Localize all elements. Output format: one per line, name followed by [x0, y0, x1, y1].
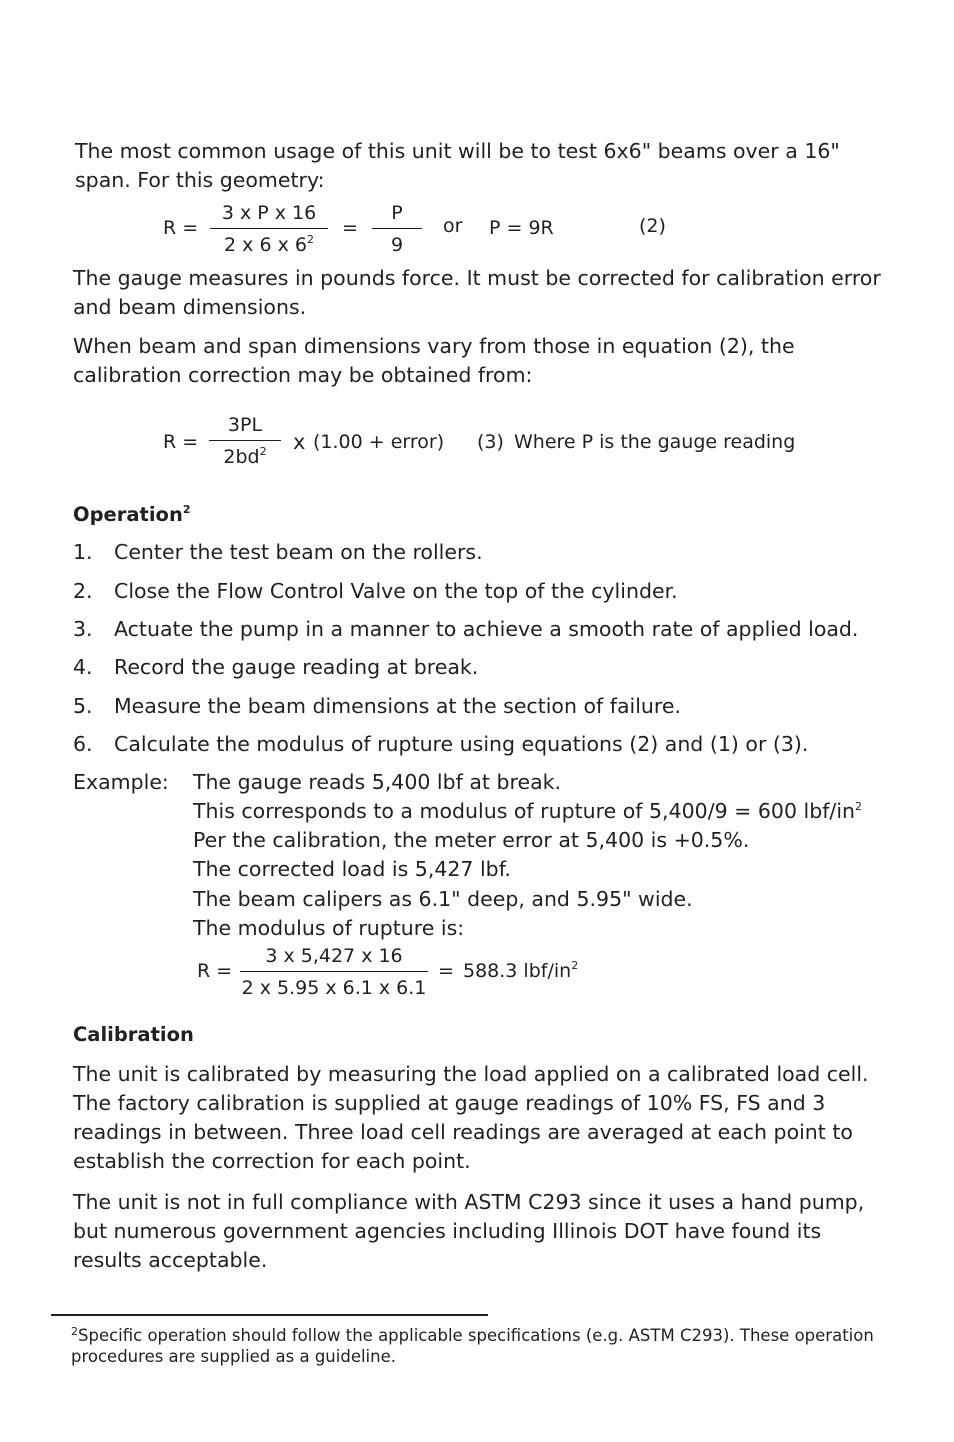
eq2-or: or — [443, 215, 463, 237]
step-text: Actuate the pump in a manner to achieve a smooth rate of applied load. — [114, 617, 859, 641]
eq2-frac1-numerator: 3 x P x 16 — [221, 202, 317, 224]
example-line: The gauge reads 5,400 lbf at break. — [193, 770, 562, 794]
calibration-heading: Calibration — [73, 1023, 194, 1046]
eq2-fraction-1 — [210, 201, 328, 257]
eq2-number: (2) — [639, 215, 666, 237]
eq2-alternative: P = 9R — [489, 217, 554, 239]
gauge-paragraph: The gauge measures in pounds force. It must be corrected for calibration error and beam dimensions. — [73, 266, 881, 319]
eq3-numerator: 3PL — [227, 414, 263, 436]
step-number: 6. — [73, 732, 93, 756]
step-number: 2. — [73, 579, 93, 603]
example-line: Per the calibration, the meter error at 5,400 is +0.5%. — [193, 828, 750, 852]
eq2-lhs: R = — [163, 217, 199, 239]
example-line: This corresponds to a modulus of rupture of 5,400/9 = 600 lbf/$in^2$ — [193, 799, 863, 823]
example-eq-result: 588.3 lbf/$in^2$ — [463, 959, 579, 982]
operation-heading: Operation$^2$ — [73, 503, 191, 526]
step-text: Center the test beam on the rollers. — [114, 540, 483, 564]
fraction-bar — [240, 971, 428, 972]
example-eq-numerator: 3 x 5,427 x 16 — [265, 945, 403, 967]
fraction-bar — [210, 228, 328, 229]
calibration-paragraph-2: The unit is not in full compliance with ASTM C293 since it uses a hand pump, but numerous government agencies including Illinois DOT have found its results acceptable. — [73, 1190, 865, 1272]
example-line: The modulus of rupture is: — [193, 916, 465, 940]
example-line: The beam calipers as 6.1" deep, and 5.95" wide. — [193, 887, 693, 911]
eq3-lhs: R = — [163, 431, 199, 453]
correction-paragraph: When beam and span dimensions vary from those in equation (2), the calibration correction may be obtained from: — [73, 334, 795, 387]
step-number: 1. — [73, 540, 93, 564]
eq2-frac2-denominator: 9 — [390, 234, 404, 256]
fraction-bar — [372, 228, 422, 229]
calibration-paragraph-1: The unit is calibrated by measuring the load applied on a calibrated load cell. The factory calibration is supplied at gauge readings of 10% FS, FS and 3 readings in between. Three load cell readings are averaged at each point to establish the correction for each point. — [73, 1062, 869, 1173]
eq2-frac1-denominator: 2 x 6 x $6^2$ — [224, 233, 314, 256]
eq3-factor: (1.00 + error) — [313, 431, 445, 453]
eq3-note: Where P is the gauge reading — [514, 431, 796, 453]
eq3-times: x — [293, 430, 306, 454]
footnote-marker: 2 — [71, 1325, 78, 1338]
eq2-fraction-2 — [372, 201, 422, 257]
step-number: 5. — [73, 694, 93, 718]
example-eq-lhs: R = — [197, 960, 233, 982]
footnote-text: Specific operation should follow the applicable specifications (e.g. ASTM C293). These operation procedures are supplied as a guideline. — [71, 1326, 874, 1366]
step-text: Record the gauge reading at break. — [114, 655, 479, 679]
step-number: 3. — [73, 617, 93, 641]
intro-paragraph: The most common usage of this unit will be to test 6x6" beams over a 16" span. For this geometry: — [75, 139, 840, 192]
eq3-fraction — [209, 413, 281, 469]
step-text: Measure the beam dimensions at the section of failure. — [114, 694, 682, 718]
eq3-number: (3) — [477, 431, 504, 453]
example-eq-equals: = — [438, 960, 454, 982]
fraction-bar — [209, 440, 281, 441]
footnote-rule — [51, 1314, 488, 1316]
eq2-frac2-numerator: P — [391, 202, 403, 224]
example-label: Example: — [73, 770, 169, 794]
step-text: Calculate the modulus of rupture using equations (2) and (1) or (3). — [114, 732, 809, 756]
step-number: 4. — [73, 655, 93, 679]
eq3-denominator: $2bd^2$ — [223, 445, 267, 468]
example-eq-denominator: 2 x 5.95 x 6.1 x 6.1 — [241, 977, 427, 999]
step-text: Close the Flow Control Valve on the top of the cylinder. — [114, 579, 678, 603]
eq2-equals: = — [342, 217, 358, 239]
example-eq-fraction — [240, 944, 428, 1000]
footnote — [71, 1325, 891, 1367]
example-line: The corrected load is 5,427 lbf. — [193, 857, 511, 881]
